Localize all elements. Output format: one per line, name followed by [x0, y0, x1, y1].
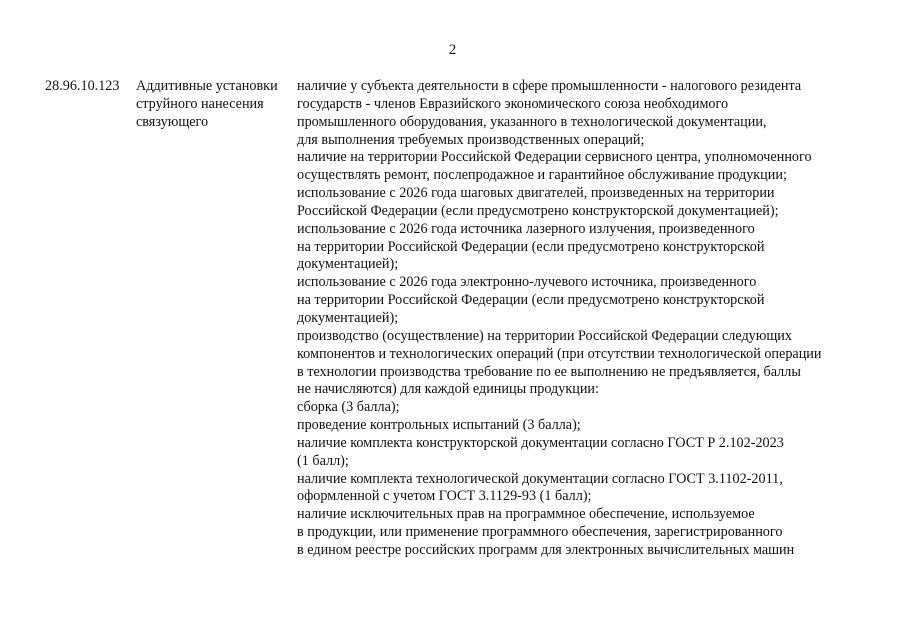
product-name-line: струйного нанесения [136, 95, 264, 112]
requirement-line: наличие исключительных прав на программное обеспечение, используемое [297, 506, 755, 523]
requirement-line: наличие на территории Российской Федерации сервисного центра, уполномоченного [297, 149, 812, 166]
page-number: 2 [448, 42, 457, 58]
requirement-line: документацией); [297, 309, 399, 326]
product-name-line: связующего [136, 113, 209, 130]
requirement-line: промышленного оборудования, указанного в технологической документации, [297, 113, 767, 130]
requirement-line: наличие у субъекта деятельности в сфере промышленности - налогового резидента [297, 78, 802, 94]
requirement-line: осуществлять ремонт, послепродажное и гарантийное обслуживание продукции; [297, 167, 787, 184]
requirement-line: использование с 2026 года источника лазерного излучения, произведенного [297, 220, 755, 237]
requirement-line: государств - членов Евразийского экономического союза необходимого [297, 95, 729, 112]
requirement-line: производство (осуществление) на территории Российской Федерации следующих [297, 327, 792, 344]
requirement-line: для выполнения требуемых производственных операций; [297, 131, 645, 148]
requirements-text [297, 78, 877, 560]
product-name [136, 78, 296, 132]
requirement-line: на территории Российской Федерации (если предусмотрено конструкторской [297, 292, 765, 309]
requirement-line: использование с 2026 года шаговых двигателей, произведенных на территории [297, 185, 775, 202]
requirement-line: в продукции, или применение программного обеспечения, зарегистрированного [297, 524, 783, 541]
requirement-line: наличие комплекта технологической документации согласно ГОСТ 3.1102-2011, [297, 470, 783, 487]
requirement-line: не начисляются) для каждой единицы продукции: [297, 381, 599, 398]
requirement-line: на территории Российской Федерации (если предусмотрено конструкторской [297, 238, 765, 255]
requirement-line: наличие комплекта конструкторской документации согласно ГОСТ Р 2.102-2023 [297, 434, 784, 451]
requirement-line: сборка (3 балла); [297, 399, 400, 416]
requirement-line: компонентов и технологических операций (при отсутствии технологической операции [297, 345, 822, 362]
requirement-line: Российской Федерации (если предусмотрено конструкторской документацией); [297, 202, 779, 219]
product-code: 28.96.10.123 [45, 78, 120, 94]
requirement-line: документацией); [297, 256, 399, 273]
product-name-line: Аддитивные установки [136, 78, 278, 94]
requirement-line: в едином реестре российских программ для электронных вычислительных машин [297, 541, 795, 558]
requirement-line: (1 балл); [297, 452, 349, 469]
requirement-line: проведение контрольных испытаний (3 балла); [297, 417, 581, 434]
requirement-line: использование с 2026 года электронно-лучевого источника, произведенного [297, 274, 757, 291]
requirement-line: оформленной с учетом ГОСТ 3.1129-93 (1 балл); [297, 488, 592, 505]
requirement-line: в технологии производства требование по ее выполнению не предъявляется, баллы [297, 363, 801, 380]
